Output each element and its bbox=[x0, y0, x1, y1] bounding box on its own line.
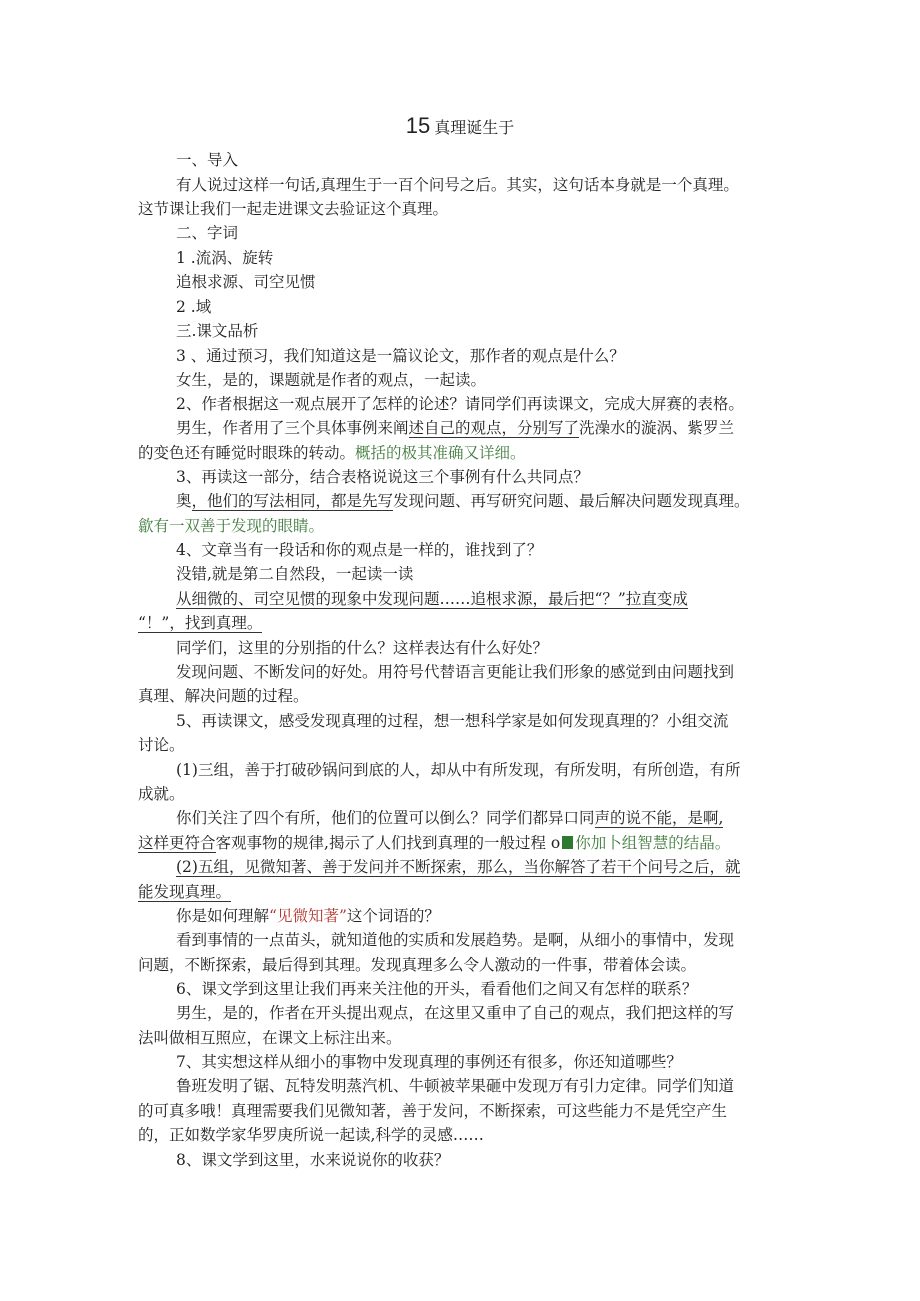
underlined-text: 从细微的、司空见惯的现象中发现问题……追根求源，最后把“？”拉直变成 bbox=[176, 590, 688, 608]
vocab-line: 1 .流涡、旋转 bbox=[176, 249, 274, 267]
underlined-text: 这样更符合 bbox=[138, 834, 216, 852]
quote-line bbox=[176, 589, 688, 609]
underlined-text: 能发现真理。 bbox=[138, 883, 232, 901]
vocab-line: 追根求源、司空见惯 bbox=[176, 273, 316, 291]
paragraph-line: 成就。 bbox=[138, 785, 185, 803]
text-segment: 男生，作者用了三个具体事例来阐 bbox=[176, 419, 409, 437]
paragraph-line: 男生，是的，作者在开头提出观点，在这里又重申了自己的观点，我们把这样的写 bbox=[176, 1004, 735, 1022]
paragraph-line: 问题，不断探索，最后得到其理。发现真理多么令人激动的一件事，带着体会读。 bbox=[138, 956, 697, 974]
paragraph-line: 女生，是的，课题就是作者的观点，一起读。 bbox=[176, 371, 487, 389]
paragraph-line: 有人说过这样一句话,真理生于一百个问号之后。其实，这句话本身就是一个真理。 bbox=[176, 176, 739, 194]
text-segment: 你是如何理解 bbox=[176, 907, 270, 925]
paragraph-line: 发现问题、不断发问的好处。用符号代替语言更能让我们形象的感觉到由问题找到 bbox=[176, 663, 735, 681]
paragraph-line bbox=[138, 833, 730, 853]
paragraph-line bbox=[138, 443, 526, 463]
paragraph-line: 真理、解决问题的过程。 bbox=[138, 687, 309, 705]
paragraph-line bbox=[176, 906, 440, 926]
paragraph-line: 3、再读这一部分，结合表格说说这三个事例有什么共同点？ bbox=[176, 468, 589, 486]
paragraph-line: 讨论。 bbox=[138, 736, 185, 754]
text-segment: 这个词语的？ bbox=[346, 907, 440, 925]
text-segment: 的变色还有睡觉时眼珠的转动。 bbox=[138, 444, 356, 462]
section-heading: 一、导入 bbox=[176, 151, 239, 169]
paragraph-line: 鲁班发明了锯、瓦特发明蒸汽机、牛顿被苹果砸中发现万有引力定律。同学们知道 bbox=[176, 1077, 735, 1095]
underlined-text: 述自己的观点，分别写了 bbox=[408, 419, 580, 437]
text-segment: 洗澡水的漩涡、紫罗兰 bbox=[579, 419, 735, 437]
text-segment: 客观事物的规律,揭示了人们找到真理的一般过程 o bbox=[215, 834, 561, 852]
green-comment: 概括的极其准确又详细。 bbox=[355, 444, 526, 462]
text-segment: 奥 bbox=[176, 492, 192, 510]
quote-line bbox=[138, 613, 262, 633]
paragraph-line: 这节课让我们一起走进课文去验证这个真理。 bbox=[138, 200, 449, 218]
section-heading: 三.课文品析 bbox=[176, 322, 259, 340]
text-segment: 你们关注了四个有所，他们的位置可以倒么？同学们都异口同 bbox=[176, 809, 595, 827]
paragraph-line: 2、作者根据这一观点展开了怎样的论述？请同学们再读课文，完成大屏赛的表格。 bbox=[176, 395, 744, 413]
paragraph-line: 7、其实想这样从细小的事物中发现真理的事例还有很多，你还知道哪些？ bbox=[176, 1053, 682, 1071]
paragraph-line: 6、课文学到这里让我们再来关注他的开头，看看他们之间又有怎样的联系？ bbox=[176, 980, 698, 998]
red-highlight: “见微知著” bbox=[269, 907, 347, 925]
underlined-text: (2)五组，见微知著、善于发问并不断探索，那么，当你解答了若干个问号之后，就 bbox=[176, 858, 741, 876]
title-number: 15 bbox=[405, 113, 431, 138]
paragraph-line: 的可真多哦！真理需要我们见微知著，善于发问，不断探索，可这些能力不是凭空产生 bbox=[138, 1102, 728, 1120]
paragraph-line bbox=[176, 857, 740, 877]
paragraph-line: 的，正如数学家华罗庚所说一起读,科学的灵感…… bbox=[138, 1126, 484, 1144]
underlined-text: 声的说不能，是啊, bbox=[594, 809, 724, 827]
paragraph-line: 同学们，这里的分别指的什么？这样表达有什么好处？ bbox=[176, 639, 549, 657]
page-title bbox=[0, 113, 920, 139]
paragraph-line: 法叫做相互照应，在课文上标注出来。 bbox=[138, 1029, 402, 1047]
underlined-text: ，他们的写法相同，都是先写 bbox=[191, 492, 394, 510]
section-heading: 二、字词 bbox=[176, 224, 239, 242]
green-comment: 歙有一双善于发现的眼睛。 bbox=[138, 517, 325, 535]
paragraph-line: 4、文章当有一段话和你的观点是一样的，谁找到了？ bbox=[176, 541, 543, 559]
green-block-mark bbox=[562, 836, 573, 849]
paragraph-line: 没错,就是第二自然段，一起读一读 bbox=[176, 565, 414, 583]
title-text: 真理诞生于 bbox=[434, 118, 515, 137]
paragraph-line bbox=[138, 882, 231, 902]
paragraph-line bbox=[176, 418, 734, 438]
underlined-text: “！”，找到真理。 bbox=[138, 614, 263, 632]
paragraph-line: 8、课文学到这里，水来说说你的收获？ bbox=[176, 1151, 450, 1169]
green-comment: 你加卜组智慧的结晶。 bbox=[575, 834, 731, 852]
text-segment: 发现问题、再写研究问题、最后解决问题发现真理。 bbox=[393, 492, 750, 510]
paragraph-line: 3 、通过预习，我们知道这是一篇议论文，那作者的观点是什么？ bbox=[176, 347, 625, 365]
paragraph-line bbox=[176, 491, 750, 511]
paragraph-line: (1)三组，善于打破砂锅问到底的人，却从中有所发现，有所发明，有所创造，有所 bbox=[176, 761, 741, 779]
vocab-line: 2 .域 bbox=[176, 298, 212, 316]
paragraph-line bbox=[176, 808, 723, 828]
paragraph-line: 5、再读课文，感受发现真理的过程，想一想科学家是如何发现真理的？小组交流 bbox=[176, 712, 729, 730]
paragraph-line: 看到事情的一点苗头，就知道他的实质和发展趋势。是啊，从细小的事情中，发现 bbox=[176, 931, 735, 949]
